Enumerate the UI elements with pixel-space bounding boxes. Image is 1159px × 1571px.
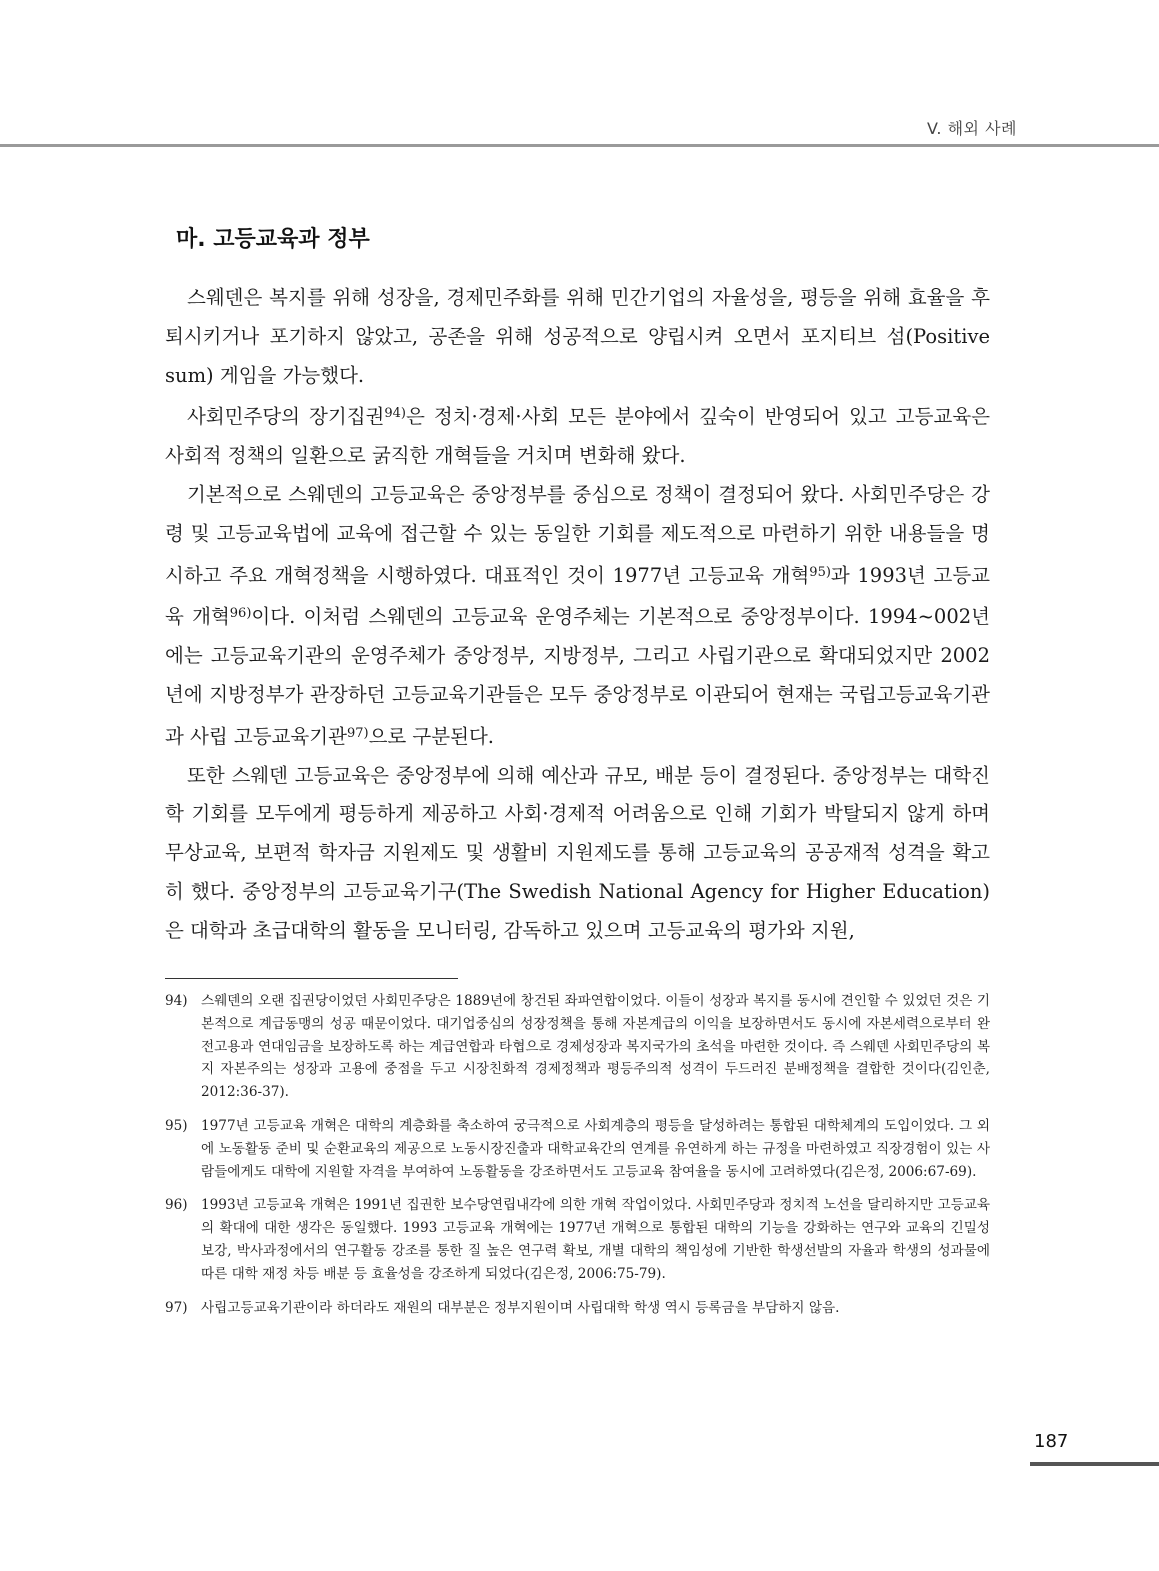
paragraph-4: 또한 스웨덴 고등교육은 중앙정부에 의해 예산과 규모, 배분 등이 결정된다. 중앙정부는 대학진학 기회를 모두에게 평등하게 제공하고 사회·경제적 어려움으로 인해 기회가 박탈되지 않게 하며 무상교육, 보편적 학자금 지원제도 및 생활비 지원제도를 통해 고등교육의 공공재적 성격을 확고히 했다. 중앙정부의 고등교육기구(The Swedish National Agency for Higher Education)은 대학과 초급대학의 활동을 모니터링, 감독하고 있으며 고등교육의 평가와 지원,: [165, 763, 990, 942]
body-text: [165, 279, 990, 951]
paragraph-1: 스웨덴은 복지를 위해 성장을, 경제민주화를 위해 민간기업의 자율성을, 평등을 위해 효율을 후퇴시키거나 포기하지 않았고, 공존을 위해 성공적으로 양립시켜 오면서 포지티브 섬(Positive sum) 게임을 가능했다.: [165, 286, 990, 387]
running-head: V. 해외 사례: [927, 119, 1017, 138]
footer-rule: [1030, 1462, 1159, 1466]
header-rule: [0, 144, 1159, 147]
paragraph-3-part-a: 기본적으로 스웨덴의 고등교육은 중앙정부를 중심으로 정책이 결정되어 왔다. 사회민주당은 강령 및 고등교육법에 교육에 접근할 수 있는 동일한 기회를 제도적으로 마련하기 위한 내용들을 명시하고 주요 개혁정책을 시행하였다. 대표적인 것이 1977년 고등교육 개혁: [165, 482, 990, 587]
footnote-number: 95): [165, 1117, 188, 1134]
section-title: 마. 고등교육과 정부: [176, 227, 370, 252]
footnote-text: 1993년 고등교육 개혁은 1991년 집권한 보수당연립내각에 의한 개혁 작업이었다. 사회민주당과 정치적 노선을 달리하지만 고등교육의 확대에 대한 생각은 동일했다. 1993 고등교육 개혁에는 1977년 개혁으로 통합된 대학의 기능을 강화하는 연구와 교육의 긴밀성 보강, 박사과정에서의 연구활동 강조를 통한 질 높은 연구력 확보, 개별 대학의 책임성에 기반한 학생선발의 자율과 학생의 성과물에 따른 대학 재정 차등 배분 등 효율성을 강조하게 되었다(김은정, 2006:75-79).: [201, 1197, 990, 1282]
footnote-text: 사립고등교육기관이라 하더라도 재원의 대부분은 정부지원이며 사립대학 학생 역시 등록금을 부담하지 않음.: [201, 1299, 840, 1316]
footnote-94: [165, 990, 990, 1104]
paragraph-2: [165, 395, 990, 476]
paragraph-2-part-a: 사회민주당의 장기집권: [187, 405, 385, 429]
paragraph-2-part-b: 은 정치·경제·사회 모든 분야에서 깊숙이 반영되어 있고 고등교육은 사회적 정책의 일환으로 굵직한 개혁들을 거치며 변화해 왔다.: [165, 405, 990, 468]
footnote-number: 97): [165, 1299, 188, 1316]
footnote-95: [165, 1115, 990, 1183]
paragraph-3-part-c: 이다. 이처럼 스웨덴의 고등교육 운영주체는 기본적으로 중앙정부이다. 1994~002년에는 고등교육기관의 운영주체가 중앙정부, 지방정부, 그리고 사립기관으로 확대되었지만 2002년에 지방정부가 관장하던 고등교육기관들은 모두 중앙정부로 이관되어 현재는 국립고등교육기관과 사립 고등교육기관: [165, 605, 990, 748]
footnote-ref-96[interactable]: 96): [229, 606, 252, 622]
footnote-ref-95[interactable]: 95): [809, 564, 831, 580]
footnote-ref-97[interactable]: 97): [346, 725, 369, 741]
footnote-ref-94[interactable]: 94): [384, 406, 406, 422]
footnotes: [165, 990, 990, 1330]
paragraph-3-part-b: 과 1993년 고등교육 개혁: [165, 563, 990, 629]
paragraph-3: [165, 476, 990, 757]
footnote-96: [165, 1194, 990, 1285]
footnote-text: 1977년 고등교육 개혁은 대학의 계층화를 축소하여 궁극적으로 사회계층의 평등을 달성하려는 통합된 대학체계의 도입이었다. 그 외에 노동활동 준비 및 순환교육의 제공으로 노동시장진출과 대학교육간의 연계를 유연하게 하는 규정을 마련하였고 직장경험이 있는 사람들에게도 대학에 지원할 자격을 부여하여 노동활동을 강조하면서도 고등교육 참여율을 동시에 고려하였다(김은정, 2006:67-69).: [201, 1117, 990, 1180]
page-number: 187: [1034, 1431, 1069, 1452]
footnote-separator: [165, 978, 458, 979]
footnote-text: 스웨덴의 오랜 집권당이었던 사회민주당은 1889년에 창건된 좌파연합이었다. 이들이 성장과 복지를 동시에 견인할 수 있었던 것은 기본적으로 계급동맹의 성공 때문이었다. 대기업중심의 성장정책을 통해 자본계급의 이익을 보장하면서도 동시에 자본세력으로부터 완전고용과 연대임금을 보장하도록 하는 계급연합과 타협으로 경제성장과 복지국가의 초석을 마련한 것이다. 즉 스웨덴 사회민주당의 복지 자본주의는 성장과 고용에 중점을 두고 시장친화적 경제정책과 평등주의적 성격이 두드러진 분배정책을 결합한 것이다(김인춘, 2012:36-37).: [201, 993, 990, 1101]
footnote-number: 96): [165, 1197, 188, 1214]
footnote-number: 94): [165, 993, 188, 1009]
paragraph-3-part-d: 으로 구분된다.: [368, 724, 494, 748]
footnote-97: [165, 1297, 990, 1320]
